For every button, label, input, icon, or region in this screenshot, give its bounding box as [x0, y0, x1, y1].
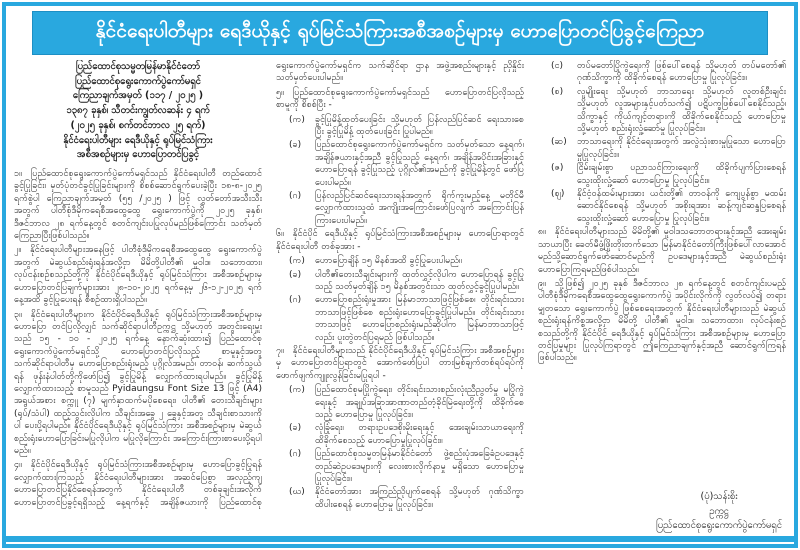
sub-item-text: ဟောပြောချိန် ၁၅ မိနစ်အထိ ခွင့်ပြုပေးပါမည်။ — [315, 256, 462, 267]
letterhead-line-3: ကြေညာချက်အမှတ် (၁၁၇ / ၂၀၂၅ ) — [72, 90, 204, 102]
paragraph-number: ၅။ — [276, 87, 284, 98]
paragraph-text: နိုင်ငံပိုင်ရေဒီယိုနှင့် ရုပ်မြင်သံကြားအစီအစဉ်များမှ ဟောပြောခွင့်ပြုရန် လျှောက်ထားကြသည့် နိုင်ငံရေးပါတီများအား အဆင်ပြေစွာ အလှည့်ကျ ဟောပြောတင်ပြနိုင်စေရန်အတွက် နိုင်ငံရေးပါတီ တစ်ခုချင်းအလိုက် ဟောပြောတင်ပြခွင့်ရရှိသည့် နေ့ရက်နှင့် အချိန်ဇယားကို ပြည်ထောင်စုရွေးကောက်ပွဲကော်မရှင်က သက်ဆိုင်ရာ ဌာန အဖွဲ့အစည်းများနှင့် ညှိနှိုင်းသတ်မှတ်ပေးပါမည်။ — [14, 61, 524, 508]
sub-item-label: (ခ) — [289, 423, 302, 434]
sub-item-text: ပြည်ထောင်စုသမ္မတမြန်မာနိုင်ငံတော် ဖွဲ့စည်းပုံအခြေခံဥပဒေနှင့် တည်ဆဲဥပဒေများကို လေးစားလိုက်နာမှု မရှိသော ဟောပြောမှုပြုလုပ်ခြင်း။ — [315, 449, 524, 484]
sub-item-label: (ဇ) — [551, 163, 564, 174]
sub-item-label: (ဃ) — [289, 487, 305, 498]
sub-item-7-2 — [289, 422, 524, 447]
sub-item-label: (ဆ) — [551, 137, 567, 148]
paragraph-number: ၃။ — [14, 309, 22, 320]
sub-item-text: ပြည်ထောင်စုရွေးကောက်ပွဲကော်မရှင်က သတ်မှတ်သော နေ့ရက်၊ အချိန်ဇယားနှင့်အညီ ခွင့်ပြုသည့် နေ့ရက်၊ အချိန်အပိုင်းအခြားနှင့် ဟောပြောရန် ခွင့်ပြုသည့် ပုဂ္ဂိုလ်၏အမည်ကို ခွင့်ပြုမိန့်တွင် ဖော်ပြပေးပါမည်။ — [315, 140, 524, 188]
sub-item-6-3 — [289, 294, 524, 344]
paragraph-9 — [538, 278, 786, 365]
sub-item-text: ပြန်လည်ပြင်ဆင်ရေးသားရန်အတွက် ရိုက်ကူးမည့်နေ့ မတိုင်မီ လျှောက်ထားသူထံ အကျိုးအကြောင်းဖော်ပြလျက် အကြောင်းပြန်ကြားပေးပါမည်။ — [315, 191, 524, 226]
sub-item-text: နိုင်ငံတော်အား အကြည်ညိုပျက်စေရန် သို့မဟုတ် ဂုဏ်သိက္ခာထိပါးစေရန် ဟောပြောမှု ပြုလုပ်ခြင်း။ — [315, 487, 524, 510]
paragraph-text: ပြည်ထောင်စုရွေးကောက်ပွဲကော်မရှင်သည် နိုင်ငံရေးပါတီ တည်ထောင်ခွင့်ပြုခြင်း၊ မှတ်ပုံတင်ခွင့်ပြုခြင်းများကို စိစစ်ဆောင်ရွက်ပေးခဲ့ပြီး ၁၈-၈-၂၀၂၅ ရက်စွဲပါ ကြေညာချက်အမှတ် (၅၅ /၂၀၂၅ ) ဖြင့် လွှတ်တော်အသီးသီးအတွက် ပါတီစုံဒီမိုကရေစီအထွေထွေ ရွေးကောက်ပွဲကို ၂၀၂၅ ခုနှစ်၊ ဒီဇင်ဘာလ ၂၈ ရက်နေ့တွင် စတင်ကျင်းပပြုလုပ်မည်ဖြစ်ကြောင်း သတ်မှတ်ကြေညာပြီးဖြစ်ပါသည်။ — [14, 169, 262, 242]
sub-item-text: လူမျိုးရေး သို့မဟုတ် ဘာသာရေး သို့မဟုတ် လူတစ်ဦးချင်း သို့မဟုတ် လူအများနှင့်ပတ်သက်၍ ပဋိပက္ခဖြစ်ပေါ်စေနိုင်သည့်၊ သိက္ခာနှင့် ကိုယ်ကျင့်တရားကို ထိခိုက်စေနိုင်သည့် ဟောပြောမှု သို့မဟုတ် စည်းရုံးလှုံ့ဆော်မှု ပြုလုပ်ခြင်း။ — [577, 86, 786, 135]
sub-item-5-3 — [289, 190, 524, 227]
paragraph-8 — [538, 226, 786, 276]
signature-title: ဥက္ကဋ္ဌ — [709, 505, 729, 517]
sub-item-label: (ခ) — [289, 140, 302, 151]
bottom-divider-rule — [6, 536, 794, 542]
sub-item-text: ပါတီ၏တေးသီချင်းများကို ထုတ်လွှင့်လိုပါက ဟောပြောရန် ခွင့်ပြုသည့် သတ်မှတ်ချိန် ၁၅ မိနစ်အတွင်းသာ ထုတ်လွှင့်ခွင့်ပြုပါမည်။ — [315, 269, 524, 292]
sub-item-text: ဘာသာရေးကို နိုင်ငံရေးအတွက် အလွဲသုံးစားမှုပြုသော ဟောပြောမှုပြုလုပ်ခြင်း။ — [577, 137, 786, 160]
letterhead — [14, 60, 262, 163]
signature-name: (ပုံ)သန်းစိုး — [700, 490, 738, 502]
paragraph-number: ၉။ — [538, 278, 546, 289]
paragraph-5 — [276, 87, 524, 112]
sub-item-text: ခွင့်ပြုမိန့်ထုတ်ပေးခြင်း သို့မဟုတ် ပြန်လည်ပြင်ဆင် ရေးသားစေပြီး ခွင့်ပြုမိန့် ထုတ်ပေးခြင်း ပြုပါမည်။ — [315, 114, 524, 138]
letterhead-line-7: အစီအစဉ်များမှ ဟောပြောတင်ပြခွင့် — [76, 149, 200, 161]
sub-item-5-1 — [289, 114, 524, 139]
letterhead-line-1: ပြည်ထောင်စုသမ္မတမြန်မာနိုင်ငံတော် — [76, 61, 200, 72]
paragraph-text: သို့ဖြစ်၍ ၂၀၂၅ ခုနှစ် ဒီဇင်ဘာလ ၂၈ ရက်နေ့တွင် စတင်ကျင်းပမည့် ပါတီစုံဒီမိုကရေစီအထွေထွေရွေးကောက်ပွဲ အပိုင်းလိုက်ကို လွတ်လပ်၍ တရားမျှတသော ရွေးကောက်ပွဲ ဖြစ်စေရေးအတွက် နိုင်ငံရေးပါတီများသည် မဲဆွယ်စည်းရုံးရန်ကိစ္စအလို့ငှာ မိမိတို့ ပါတီ၏ မူဝါဒ၊ သဘောထား၊ လုပ်ငန်းစဉ် စသည်တို့ကို နိုင်ငံပိုင် ရေဒီယိုနှင့် ရုပ်မြင်သံကြား အစီအစဉ်များမှ ဟောပြောတင်ပြမှုများ ပြုလုပ်ကြရာတွင် ဤကြေညာချက်နှင့်အညီ ဆောင်ရွက်ကြရန် ဖြစ်ပါသည်။ — [538, 278, 786, 364]
sub-item-text: လုံခြုံရေး၊ တရားဥပဒေစိုးမိုးရေးနှင့် အေးချမ်းသာယာရေးကို ထိခိုက်စေသည့် ဟောပြောမှုပြုလုပ်ခြင်း။ — [315, 423, 524, 446]
sub-item-text: ဟောပြောစည်းရုံးမှုအား မြန်မာဘာသာဖြင့်ဖြစ်စေ၊ တိုင်းရင်းသားဘာသာဖြင့်ဖြစ်စေ စည်းရုံးဟောပြောခွင့်ပြုပါမည်။ တိုင်းရင်းသားဘာသာဖြင့် ဟောပြောစည်းရုံးမည်ဆိုပါက မြန်မာဘာသာဖြင့်လည်း ပူးတွဲတင်ပြရမည် ဖြစ်ပါသည်။ — [315, 295, 524, 343]
paragraph-text: ပြည်ထောင်စုရွေးကောက်ပွဲကော်မရှင်သည် ဟောပြောတင်ပြလိုသည့်စာမူကို စိစစ်ပြီး - — [276, 87, 524, 111]
sub-item-7-8 — [551, 162, 786, 187]
paragraph-text: နိုင်ငံရေးပါတီများသည် နိုင်ငံပိုင်ရေဒီယိုနှင့် ရုပ်မြင်သံကြား အစီအစဉ်များမှ ဟောပြောတင်ပြရာတွင် အောက်ဖော်ပြပါ တားမြစ်ချက်တစ်ရပ်ရပ်ကို ဖောက်ဖျက်ကျူးလွန်ခြင်းမပြုရပါ - — [276, 345, 524, 381]
paragraph-number: ၈။ — [538, 227, 546, 238]
letterhead-line-4: ၁၃၈၇ ခုနှစ်၊ သီတင်းကျွတ်လဆန်း ၄ ရက် — [66, 105, 210, 117]
sub-item-7-7 — [551, 136, 786, 161]
sub-item-label: (ဈ) — [551, 189, 565, 200]
sub-item-7-5 — [551, 60, 786, 85]
letterhead-line-2: ပြည်ထောင်စုရွေးကောက်ပွဲကော်မရှင် — [75, 75, 201, 87]
document-body — [14, 60, 786, 526]
sub-item-label: (က) — [289, 385, 305, 396]
sub-item-7-6 — [551, 86, 786, 136]
signature-org: ပြည်ထောင်စုရွေးကောက်ပွဲကော်မရှင် — [656, 520, 782, 532]
sub-item-text: ငြိမ်းချမ်းစွာ ပညာသင်ကြားရေးကို ထိခိုက်ပျက်ပြားစေရန် သွေးထိုးလှုံ့ဆော် ဟောပြောမှု ပြုလုပ်ခြင်း။ — [577, 163, 786, 186]
sub-item-7-3 — [289, 448, 524, 485]
paragraph-number: ၄။ — [14, 460, 22, 471]
sub-item-label: (ဂ) — [289, 191, 302, 202]
title-banner — [32, 11, 768, 55]
sub-item-text: ပြည်ထောင်စုမပြိုကွဲရေး၊ တိုင်းရင်းသားစည်းလုံးညီညွတ်မှု မပြိုကွဲရေးနှင့် အချုပ်အခြာအာဏာတည်တံ့ခိုင်မြဲရေးတို့ကို ထိခိုက်စေသည့် ဟောပြောမှု ပြုလုပ်ခြင်း။ — [315, 385, 524, 420]
sub-item-label: (င) — [551, 61, 564, 71]
sub-item-text: နိုင်ငံ့ဝန်ထမ်းများအား ယင်းတို့၏ တာဝန်ကို ကျေပွန်စွာ မထမ်းဆောင်နိုင်စေရန် သို့မဟုတ် အစိုးရအား ဆန့်ကျင်ဆန္ဒပြစေရန် သွေးထိုးလှုံ့ဆော် ဟောပြောမှု ပြုလုပ်ခြင်း။ — [577, 189, 786, 224]
paragraph-6 — [276, 228, 524, 253]
letterhead-line-6: နိုင်ငံရေးပါတီများ ရေဒီယိုနှင့် ရုပ်မြင်သံကြား — [63, 134, 213, 146]
sub-item-7-1 — [289, 384, 524, 421]
paragraph-number: ၆။ — [276, 229, 284, 240]
sub-item-text: တပ်မတော်ပြိုကွဲရေးကို ဖြစ်ပေါ်စေရန် သို့မဟုတ် တပ်မတော်၏ ဂုဏ်သိက္ခာကို ထိခိုက်စေရန် ဟောပြောမှု ပြုလုပ်ခြင်း။ — [577, 61, 786, 84]
paragraph-text: နိုင်ငံရေးပါတီများအနေဖြင့် ပါတီစုံဒီမိုကရေစီအထွေထွေ ရွေးကောက်ပွဲအတွက် မဲဆွယ်စည်းရုံးရန်အလို့ငှာ မိမိတို့ပါတီ၏ မူဝါဒ၊ သဘောထား၊ လုပ်ငန်းစဉ်စသည်တို့ကို နိုင်ငံပိုင်ရေဒီယိုနှင့် ရုပ်မြင်သံကြား အစီအစဉ်များမှ ဟောပြောတင်ပြချက်များအား ၂၈-၁၀-၂၀၂၅ ရက်နေ့မှ ၂၆-၁၂-၂၀၂၅ ရက်နေ့အထိ ခွင့်ပြုပေးရန် စီစဉ်ထားရှိပါသည်။ — [14, 245, 262, 306]
page-title: နိုင်ငံရေးပါတီများ ရေဒီယိုနှင့် ရုပ်မြင်သံကြားအစီအစဉ်များမှ ဟောပြောတင်ပြခွင့်ကြေညာ — [95, 20, 705, 42]
three-column-text-flow — [14, 60, 786, 522]
sub-item-7-9 — [551, 188, 786, 225]
sub-item-6-2 — [289, 269, 524, 294]
paragraph-number: ၇။ — [276, 345, 284, 356]
paragraph-3 — [14, 309, 262, 458]
sub-item-label: (ဂ) — [289, 295, 302, 306]
sub-item-label: (က) — [289, 256, 305, 267]
paragraph-2 — [14, 244, 262, 306]
paragraph-number: ၁။ — [14, 169, 22, 180]
paragraph-number: ၂။ — [14, 245, 22, 256]
paragraph-7 — [276, 345, 524, 382]
signature-block — [650, 490, 782, 534]
sub-item-5-2 — [289, 139, 524, 189]
paragraph-text: နိုင်ငံပိုင် ရေဒီယိုနှင့် ရုပ်မြင်သံကြားအစီအစဉ်များမှ ဟောပြောရာတွင် နိုင်ငံရေးပါတီ တစ်ခုအား - — [276, 229, 524, 252]
letterhead-line-5: (၂၀၂၅ ခုနှစ်၊ စက်တင်ဘာလ ၂၅ ရက်) — [70, 119, 206, 131]
paragraph-text: နိုင်ငံရေးပါတီများသည် မိမိတို့၏ မူဝါဒသဘောတရားနှင့်အညီ အေးချမ်းသာယာပြီး ခေတ်မီဖွံ့ဖြိုးတိုးတက်သော မြန်မာနိုင်ငံတော်ကြီးဖြစ်ပေါ်လာအောင် မည်သို့ဆောင်ရွက်ဖော်ဆောင်မည်ကို ဥပဒေများနှင့်အညီ မဲဆွယ်စည်းရုံး ဟောပြောကြရမည်ဖြစ်ပါသည်။ — [538, 227, 786, 275]
paragraph-1 — [14, 168, 262, 242]
sub-item-7-4 — [289, 486, 524, 511]
sub-item-6-1 — [289, 255, 524, 267]
sub-item-label: (စ) — [551, 86, 564, 97]
paragraph-text: နိုင်ငံရေးပါတီများက နိုင်ငံပိုင်ရေဒီယိုနှင့် ရုပ်မြင်သံကြားအစီအစဉ်များမှ ဟောပြော တင်ပြလိုလျှင် သက်ဆိုင်ရာပါတီဥက္ကဋ္ဌ သို့မဟုတ် အတွင်းရေးမှူးသည် ၁၅ - ၁၀ - ၂၀၂၅ ရက်နေ့ နောက်ဆုံးထား၍ ပြည်ထောင်စုရွေးကောက်ပွဲကော်မရှင်သို့ ဟောပြောတင်ပြလိုသည့် စာမူနှင့်အတူ သက်ဆိုင်ရာပါတီမှ ဟောပြောစည်းရုံးမည့် ပုဂ္ဂိုလ်အမည်၊ တာဝန်၊ ဆက်သွယ်ရန် ဖုန်းနံပါတ်တို့ကိုဖော်ပြ၍ ခွင့်ပြုမိန့် လျှောက်ထားရပါမည်။ ခွင့်ပြုမိန့် လျှောက်ထားသည့် စာမူသည် Pyidaungsu Font Size 13 ဖြင့် (A4) အရွယ်အစား စက္ကူ (၇) မျက်နှာထက်မပိုစေရေး၊ ပါတီ၏ တေးသီချင်းများ (ရုပ်/သံပါ) ထည့်သွင်းလိုပါက သီချင်းအခွေ ၂ ခွေနှင့်အတူ သီချင်းစာသားကိုပါ ပေးပို့ရပါမည်။ နိုင်ငံပိုင်ရေဒီယိုနှင့် ရုပ်မြင်သံကြား အစီအစဉ်များမှ မဲဆွယ်စည်းရုံးဟောပြောခြင်းမပြုလိုပါက မပြုလိုကြောင်း အကြောင်းကြားစာပေးပို့ရပါမည်။ — [14, 309, 262, 456]
sub-item-label: (ဂ) — [289, 449, 302, 460]
sub-item-label: (ခ) — [289, 269, 302, 280]
sub-item-label: (က) — [289, 114, 305, 125]
